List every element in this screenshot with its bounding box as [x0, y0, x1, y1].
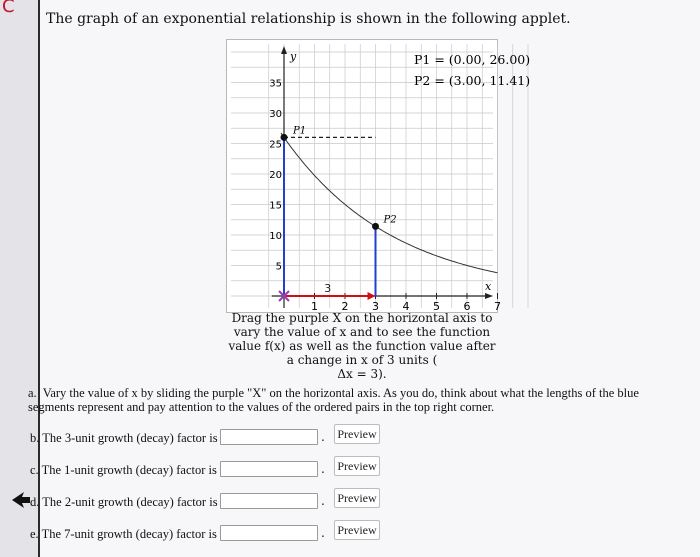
drag-instructions-text: Drag the purple X on the horizontal axis to vary the value of x and to see the function value f(x) as well as the function value after a change in x of 3 units ( [228, 311, 496, 367]
answer-label: d. The 2-unit growth (decay) factor is [30, 495, 218, 509]
answer-input-b[interactable] [220, 429, 318, 445]
delta-x-label: 3 [324, 282, 332, 295]
point-p1-label: P1 [293, 125, 307, 137]
answer-label: e. The 7-unit growth (decay) factor is [30, 527, 217, 541]
x-axis-label: x [485, 280, 492, 293]
answer-input-e[interactable] [220, 525, 318, 541]
y-tick-label: 25 [269, 139, 282, 151]
question-a-letter: a. [28, 386, 37, 400]
y-tick-label: 20 [269, 170, 282, 181]
answer-label: c. The 1-unit growth (decay) factor is [30, 463, 217, 477]
drag-instructions [226, 311, 498, 381]
x-tick-label: 6 [463, 300, 471, 313]
y-axis-label: y [290, 50, 297, 63]
intro-text: The graph of an exponential relationship is shown in the following applet. [46, 11, 571, 27]
point-p2-label: P2 [383, 214, 397, 226]
question-a [28, 386, 658, 414]
x-tick-label: 3 [372, 300, 379, 313]
period: . [321, 494, 325, 508]
answer-input-c[interactable] [220, 461, 318, 477]
x-tick-label: 5 [433, 300, 440, 313]
preview-button-b[interactable]: Preview [334, 424, 380, 444]
question-a-text: Vary the value of x by sliding the purple "X" on the horizontal axis. As you do, think about what the lengths of the blue segments represent and pay attention to the values of the ordered pairs in the top right corner. [28, 386, 639, 414]
logo-icon: C [2, 0, 15, 17]
answer-input-d[interactable] [220, 493, 318, 509]
x-tick-label: 7 [494, 300, 501, 313]
y-tick-label: 10 [269, 231, 282, 242]
preview-button-c[interactable]: Preview [334, 456, 380, 476]
y-tick-label: 5 [275, 261, 282, 273]
exponential-curve [281, 133, 498, 273]
delta-x-arrow-icon [368, 292, 376, 300]
p1-coordinate-readout: P1 = (0.00, 26.00) [414, 52, 531, 67]
y-tick-label: 15 [269, 200, 282, 212]
y-tick-label: 30 [269, 109, 282, 120]
point-p1 [281, 134, 288, 141]
mouse-cursor-icon [10, 489, 32, 511]
x-tick-label: 2 [341, 300, 349, 313]
delta-x-text: Δx = 3). [337, 367, 387, 381]
y-tick-label: 35 [269, 78, 282, 90]
y-axis-arrow [281, 46, 287, 54]
point-p2 [372, 223, 379, 230]
period: . [321, 462, 325, 476]
graph-applet[interactable] [226, 39, 531, 313]
x-tick-label: 1 [311, 300, 318, 313]
x-axis-arrow [485, 293, 493, 299]
period: . [321, 526, 325, 540]
exponential-graph[interactable] [227, 40, 531, 313]
x-tick-label: 4 [402, 300, 410, 313]
p2-coordinate-readout: P2 = (3.00, 11.41) [414, 73, 531, 88]
answer-label: b. The 3-unit growth (decay) factor is [30, 431, 218, 445]
preview-button-e[interactable]: Preview [334, 520, 380, 540]
preview-button-d[interactable]: Preview [334, 488, 380, 508]
period: . [321, 430, 325, 444]
